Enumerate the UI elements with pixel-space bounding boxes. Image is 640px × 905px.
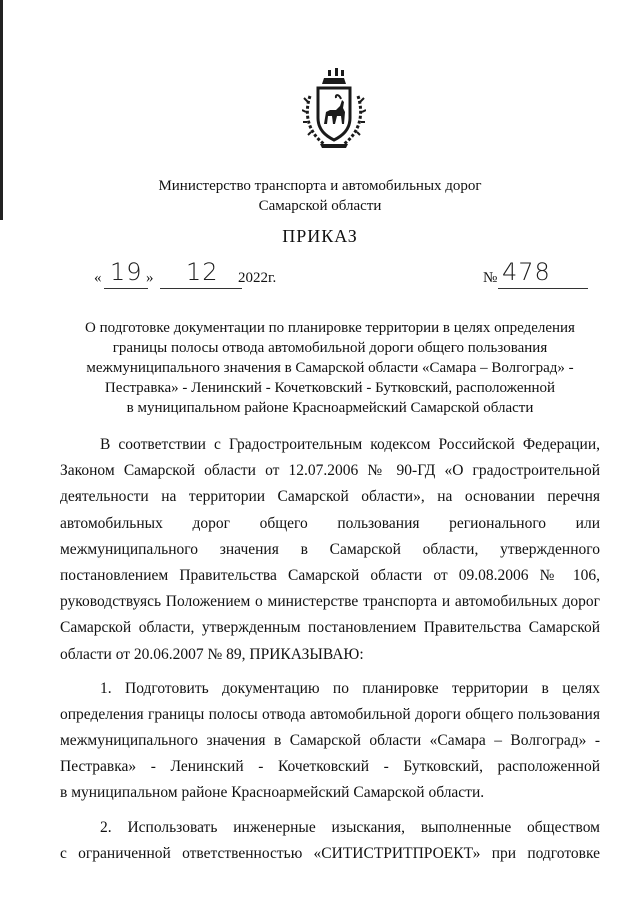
preamble-line: области от 20.06.2007 № 89, ПРИКАЗЫВАЮ:: [60, 645, 364, 663]
subject-line: в муниципальном районе Красноармейский Самарской области: [126, 400, 534, 416]
order-body: [60, 432, 600, 867]
date-number-row: [94, 258, 594, 294]
date-day: 19: [110, 258, 143, 286]
preamble-line: В соответствии с Градостроительным кодексом Российской Федерации,: [100, 436, 600, 453]
subject-line: Пестравка» - Ленинский - Кочетковский - Бутковский, расположенной: [104, 380, 556, 396]
ministry-name-line1: Министерство транспорта и автомобильных дорог: [158, 178, 482, 194]
ministry-name-line2: Самарской области: [258, 198, 382, 214]
number-prefix: №: [483, 270, 498, 286]
subject-line: О подготовке документации по планировке территории в целях определения: [85, 320, 575, 336]
order-subject: [60, 318, 600, 418]
item-1-line: Пестравка» - Ленинский - Кочетковский - Бутковский, расположенной: [60, 758, 600, 776]
date-month: 12: [186, 258, 219, 286]
order-number-underline: [498, 288, 588, 289]
scan-edge-line: [0, 0, 3, 220]
date-close-quote: »: [146, 270, 154, 286]
subject-line: межмуниципального значения в Самарской области «Самара – Волгоград» -: [86, 360, 574, 376]
item-1-line: межмуниципального значения в Самарской области «Самара – Волгоград» -: [60, 732, 600, 750]
date-day-underline: [104, 288, 148, 289]
preamble-line: руководствуясь Положением о министерстве транспорта и автомобильных дорог: [60, 593, 600, 611]
item-1-line: 1. Подготовить документацию по планировке территории в целях: [100, 679, 600, 697]
document-type-title: ПРИКАЗ: [282, 226, 358, 246]
preamble-line: деятельности на территории Самарской области», на основании перечня: [60, 488, 600, 506]
order-number: 478: [502, 258, 551, 286]
date-year: 2022г.: [238, 270, 277, 286]
item-2-line: с ограниченной ответственностью «СИТИСТРИТПРОЕКТ» при подготовке: [60, 844, 600, 862]
date-open-quote: «: [94, 270, 102, 286]
preamble-line: постановлением Правительства Самарской области от 09.08.2006 № 106,: [60, 566, 600, 584]
subject-line: границы полосы отвода автомобильной дороги общего пользования: [112, 340, 548, 356]
preamble-line: Самарской области, утвержденным постановлением Правительства Самарской: [60, 619, 600, 637]
preamble-line: Законом Самарской области от 12.07.2006 № 90-ГД «О градостроительной: [60, 462, 600, 480]
item-1-line: определения границы полосы отвода автомобильной дороги общего пользования: [60, 705, 600, 723]
item-1-line: в муниципальном районе Красноармейский Самарской области.: [60, 784, 485, 802]
preamble-line: автомобильных дорог общего пользования регионального или: [60, 514, 600, 532]
samara-coat-of-arms-icon: [302, 66, 366, 152]
item-2-line: 2. Использовать инженерные изыскания, выполненные обществом: [100, 818, 600, 836]
date-month-underline: [160, 288, 242, 289]
preamble-line: межмуниципального значения в Самарской области, утвержденного: [60, 540, 600, 558]
